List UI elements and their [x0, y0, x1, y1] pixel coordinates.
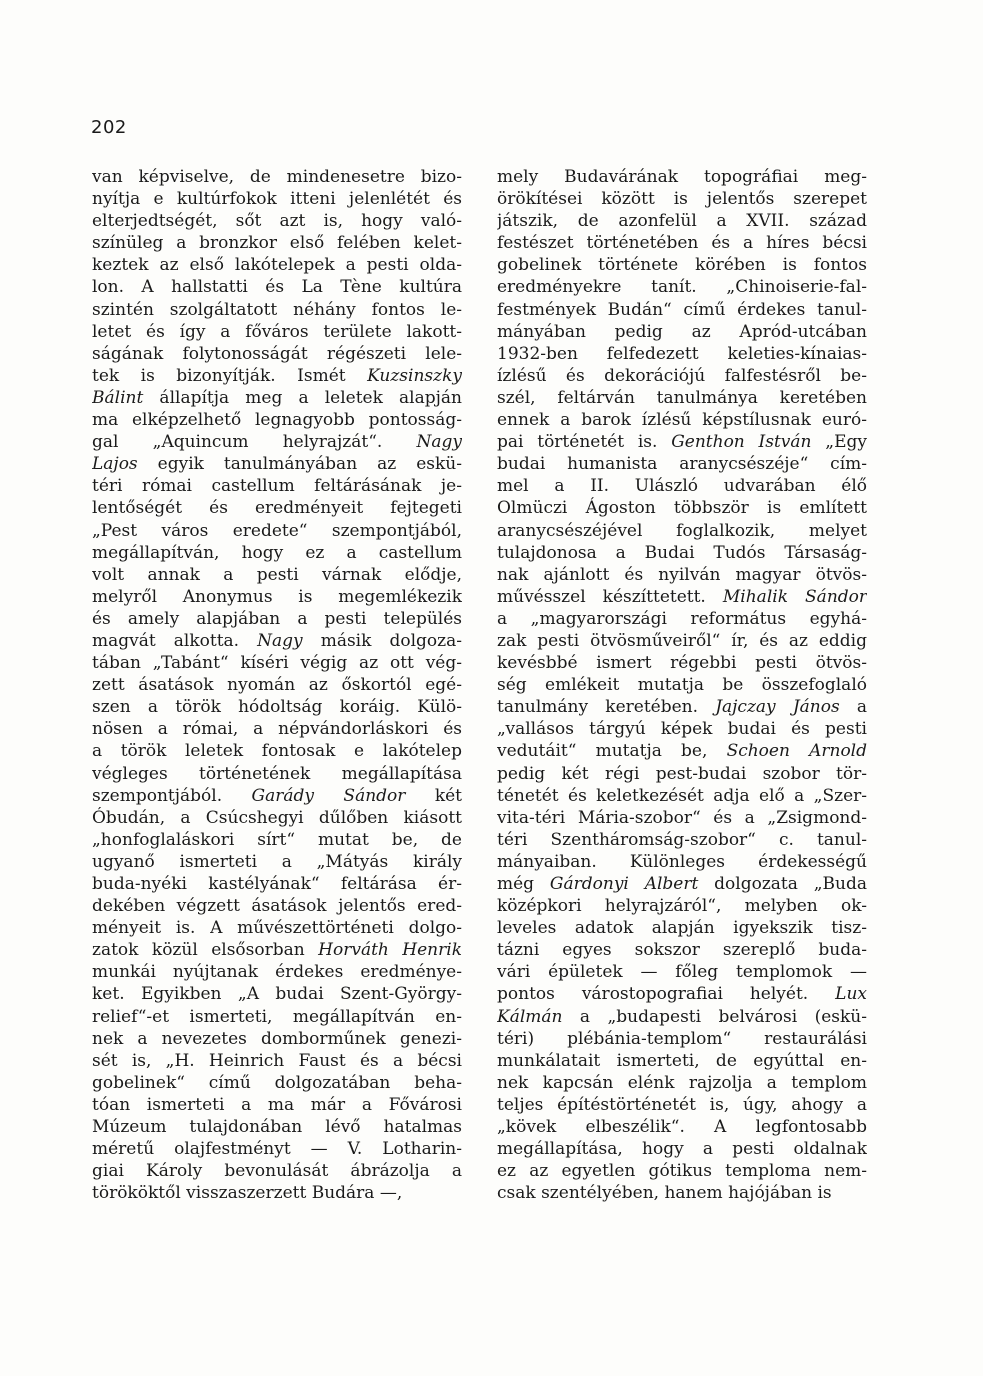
text-line — [92, 1094, 462, 1116]
text-segment: téri római castellum feltárásának je- — [92, 476, 462, 497]
text-line — [497, 188, 867, 210]
text-segment: csak szentélyében, hanem hajójában is — [497, 1183, 832, 1204]
text-line — [92, 807, 462, 829]
text-line — [497, 387, 867, 409]
text-line — [92, 1138, 462, 1160]
text-line — [497, 652, 867, 674]
text-segment: „vallásos tárgyú képek budai és pesti — [497, 719, 867, 740]
text-line — [92, 188, 462, 210]
text-line — [92, 343, 462, 365]
text-line — [497, 983, 867, 1005]
text-segment: „Egy — [811, 432, 867, 453]
italic-name-segment: Jajczay János — [715, 697, 840, 718]
text-segment: pontos várostopografiai helyét. — [497, 984, 836, 1005]
text-segment: törököktől visszaszerzett Budára —, — [92, 1183, 403, 1204]
text-segment: munkái nyújtanak érdekes eredménye- — [92, 962, 462, 983]
italic-name-segment: Nagy — [416, 432, 462, 453]
text-segment: még — [497, 874, 550, 894]
text-line — [497, 276, 867, 298]
text-segment: gobelinek“ című dolgozatában beha- — [92, 1072, 462, 1093]
text-segment: tában „Tabánt“ kíséri végig az ott vég- — [92, 653, 462, 674]
italic-name-segment: Kálmán — [497, 1006, 563, 1027]
text-line — [497, 586, 867, 608]
text-segment: ket. Egyikben „A budai Szent-György- — [92, 984, 462, 1005]
italic-name-segment: Lux — [835, 984, 867, 1005]
text-line — [92, 829, 462, 851]
text-line — [92, 564, 462, 586]
text-segment: ízlésű és dekorációjú falfestésről be- — [497, 365, 867, 386]
text-segment: ség emlékeit mutatja be összefoglaló — [497, 675, 867, 696]
text-line — [92, 542, 462, 564]
text-line — [497, 1160, 867, 1182]
text-segment: melyről Anonymus is megemlékezik — [92, 586, 462, 607]
text-line — [92, 983, 462, 1005]
text-segment: relief“-et ismerteti, megállapítván en- — [92, 1006, 462, 1027]
text-segment: örökítései között is jelentős szerepet — [497, 189, 867, 210]
text-segment: volt annak a pesti várnak elődje, — [92, 564, 462, 585]
italic-name-segment: Schoen Arnold — [726, 741, 867, 762]
text-line — [497, 321, 867, 343]
text-line — [497, 873, 867, 895]
text-segment: méretű olajfestményt — V. Lotharin- — [92, 1139, 462, 1160]
text-segment: téri) plébánia-templom“ restaurálási — [497, 1028, 867, 1049]
text-segment: ményeit is. A művészettörténeti dolgo- — [92, 918, 462, 939]
text-line — [92, 365, 462, 387]
text-segment: állapítja meg a leletek alapján — [143, 387, 462, 408]
text-line — [92, 276, 462, 298]
text-line — [92, 497, 462, 519]
text-segment: végleges történetének megállapítása — [92, 763, 462, 784]
right-column-text — [497, 166, 867, 1204]
text-line — [92, 740, 462, 762]
text-line — [497, 807, 867, 829]
text-segment: vedutáit“ mutatja be, — [497, 741, 727, 762]
text-line — [92, 520, 462, 542]
text-segment: „Pest város eredete“ szempontjából, — [92, 520, 462, 541]
italic-name-segment: Genthon István — [671, 432, 812, 453]
text-line — [92, 1160, 462, 1182]
text-line — [497, 210, 867, 232]
text-segment: nak ajánlott és nyilván magyar ötvös- — [497, 564, 867, 585]
text-line — [92, 210, 462, 232]
text-segment: nek a nevezetes domborműnek genezi- — [92, 1028, 462, 1049]
page-number: 202 — [91, 117, 127, 138]
text-line — [92, 254, 462, 276]
text-line — [92, 166, 462, 188]
text-segment: 1932-ben felfedezett keleties-kínaias- — [497, 343, 867, 364]
text-segment: sét is, „H. Heinrich Faust és a bécsi — [92, 1050, 462, 1071]
text-line — [92, 895, 462, 917]
text-line — [497, 1028, 867, 1050]
text-line — [497, 608, 867, 630]
text-line — [92, 961, 462, 983]
text-line — [92, 718, 462, 740]
text-line — [92, 1028, 462, 1050]
text-segment: pedig két régi pest-budai szobor tör- — [497, 763, 867, 784]
text-segment: dolgozata „Buda — [698, 874, 867, 894]
text-line — [497, 1116, 867, 1138]
text-segment: keztek az első lakótelepek a pesti olda- — [92, 255, 462, 276]
text-segment: zett ásatások nyomán az őskortól egé- — [92, 675, 462, 696]
text-line — [497, 696, 867, 718]
text-segment: festmények Budán“ című érdekes tanul- — [497, 299, 867, 320]
text-segment: a — [839, 697, 867, 718]
text-segment: a „budapesti belvárosi (eskü- — [562, 1006, 867, 1027]
text-segment: letet és így a főváros területe lakott- — [92, 321, 462, 342]
text-line — [497, 895, 867, 917]
text-segment: megállapítása, hogy a pesti oldalnak — [497, 1139, 867, 1160]
italic-name-segment: Kuzsinszky — [367, 365, 462, 386]
text-line — [497, 232, 867, 254]
text-line — [92, 387, 462, 409]
text-segment: a „magyarországi református egyhá- — [497, 608, 867, 629]
text-line — [497, 1138, 867, 1160]
text-line — [497, 453, 867, 475]
text-line — [92, 630, 462, 652]
text-segment: téri Szentháromság-szobor“ c. tanul- — [497, 829, 867, 850]
text-segment: nyítja e kultúrfokok itteni jelenlétét és — [92, 189, 462, 210]
text-line — [92, 299, 462, 321]
text-segment: másik dolgoza- — [302, 630, 462, 651]
text-line — [497, 1182, 867, 1204]
text-segment: tek is bizonyítják. Ismét — [92, 365, 368, 386]
text-segment: játszik, de azonfelül a XVII. század — [497, 211, 867, 232]
text-line — [497, 1050, 867, 1072]
text-line — [497, 365, 867, 387]
text-line — [92, 763, 462, 785]
text-segment: mel a II. Ulászló udvarában élő — [497, 476, 867, 497]
text-segment: megállapítván, hogy ez a castellum — [92, 542, 462, 563]
text-segment: pai történetét is. — [497, 432, 672, 453]
text-line — [92, 409, 462, 431]
text-line — [92, 674, 462, 696]
text-line — [497, 630, 867, 652]
text-line — [92, 232, 462, 254]
text-line — [92, 851, 462, 873]
text-line — [92, 873, 462, 895]
text-line — [497, 1072, 867, 1094]
text-segment: nek kapcsán elénk rajzolja a templom — [497, 1072, 867, 1093]
text-segment: magvát alkotta. — [92, 630, 258, 651]
text-line — [92, 1050, 462, 1072]
text-segment: buda-nyéki kastélyának“ feltárása ér- — [92, 874, 462, 894]
text-segment: szen a török hódoltság koráig. Külö- — [92, 697, 462, 718]
text-segment: és amely alapjában a pesti település — [92, 608, 462, 629]
text-segment: gal „Aquincum helyrajzát“. — [92, 432, 417, 453]
text-line — [92, 1182, 462, 1204]
text-line — [497, 740, 867, 762]
text-segment: nösen a római, a népvándorláskori és — [92, 719, 462, 740]
text-segment: mányaiban. Különleges érdekességű — [497, 851, 867, 872]
text-segment: vita-téri Mária-szobor“ és a „Zsigmond- — [497, 807, 867, 828]
text-segment: szél, feltárván tanulmánya keretében — [497, 387, 867, 408]
text-line — [497, 409, 867, 431]
text-line — [497, 166, 867, 188]
text-line — [497, 917, 867, 939]
text-line — [497, 851, 867, 873]
text-segment: ténetét és keletkezését adja elő a „Szer- — [497, 785, 867, 806]
text-line — [497, 961, 867, 983]
text-segment: dekében végzett ásatások jelentős ered- — [92, 896, 462, 917]
text-segment: eredményekre tanít. „Chinoiserie-fal- — [497, 277, 867, 298]
text-segment: ez az egyetlen gótikus temploma nem- — [497, 1161, 867, 1182]
text-segment: a török leletek fontosak e lakótelep — [92, 741, 462, 762]
text-segment: tanulmány keretében. — [497, 697, 716, 718]
text-segment: szempontjából. — [92, 785, 252, 806]
text-segment: mely Budavárának topográfiai meg- — [497, 167, 867, 187]
text-line — [92, 939, 462, 961]
text-segment: ennek a barok ízlésű képstílusnak euró- — [497, 410, 867, 431]
italic-name-segment: Bálint — [92, 387, 144, 408]
text-segment: ma elképzelhető legnagyobb pontosság- — [92, 410, 462, 431]
text-line — [497, 1006, 867, 1028]
italic-name-segment: Gárdonyi Albert — [549, 874, 699, 894]
text-line — [497, 431, 867, 453]
text-segment: tóan ismerteti a ma már a Fővárosi — [92, 1094, 462, 1115]
text-segment: tulajdonosa a Budai Tudós Társaság- — [497, 542, 867, 563]
italic-name-segment: Mihalik Sándor — [722, 586, 867, 607]
italic-name-segment: Lajos — [92, 454, 138, 475]
text-segment: zak pesti ötvösműveiről“ ír, és az eddig — [497, 630, 867, 651]
text-line — [497, 254, 867, 276]
text-line — [497, 542, 867, 564]
text-line — [92, 1072, 462, 1094]
text-segment: színüleg a bronzkor első felében kelet- — [92, 233, 462, 254]
text-segment: tázni egyes sokszor szereplő buda- — [497, 940, 867, 961]
italic-name-segment: Garády Sándor — [251, 785, 406, 806]
text-segment: Olmüczi Ágoston többször is említett — [497, 498, 867, 519]
text-segment: leveles adatok alapján igyekszik tisz- — [497, 918, 867, 939]
italic-name-segment: Nagy — [257, 630, 303, 651]
text-line — [497, 939, 867, 961]
text-segment: giai Károly bevonulását ábrázolja a — [92, 1161, 462, 1182]
text-line — [92, 475, 462, 497]
italic-name-segment: Horváth Henrik — [318, 940, 462, 961]
text-line — [497, 1094, 867, 1116]
text-line — [92, 431, 462, 453]
text-segment: lentőségét és eredményeit fejtegeti — [92, 498, 462, 519]
text-segment: művésszel készíttetett. — [497, 586, 723, 607]
text-line — [92, 321, 462, 343]
text-line — [92, 608, 462, 630]
text-segment: Óbudán, a Csúcshegyi dűlőben kiásott — [92, 807, 462, 828]
text-segment: budai humanista aranycsészéje“ cím- — [497, 454, 867, 475]
text-line — [497, 763, 867, 785]
text-segment: lon. A hallstatti és La Tène kultúra — [92, 277, 462, 298]
left-column-text — [92, 166, 462, 1204]
text-segment: munkálatait ismerteti, de egyúttal en- — [497, 1050, 867, 1071]
text-line — [92, 1116, 462, 1138]
text-line — [92, 586, 462, 608]
text-segment: mányában pedig az Apród-utcában — [497, 321, 867, 342]
text-line — [92, 652, 462, 674]
text-segment: „kövek elbeszélik“. A legfontosabb — [497, 1117, 867, 1138]
text-segment: kevésbbé ismert régebbi pesti ötvös- — [497, 653, 867, 674]
text-segment: zatok közül elsősorban — [92, 940, 319, 961]
text-line — [497, 785, 867, 807]
text-line — [497, 497, 867, 519]
text-segment: szintén szolgáltatott néhány fontos le- — [92, 299, 462, 320]
text-segment: aranycsészéjével foglalkozik, melyet — [497, 520, 867, 541]
text-line — [497, 674, 867, 696]
text-line — [497, 829, 867, 851]
text-segment: ságának folytonosságát régészeti lele- — [92, 343, 462, 364]
text-line — [92, 1006, 462, 1028]
text-line — [497, 299, 867, 321]
text-line — [92, 785, 462, 807]
text-line — [497, 520, 867, 542]
text-segment: két — [405, 785, 462, 806]
text-segment: ugyanő ismerteti a „Mátyás király — [92, 851, 462, 872]
text-segment: egyik tanulmányában az eskü- — [137, 454, 462, 475]
text-line — [497, 564, 867, 586]
text-line — [92, 696, 462, 718]
text-segment: teljes építéstörténetét is, úgy, ahogy a — [497, 1094, 867, 1115]
text-line — [497, 718, 867, 740]
text-segment: elterjedtségét, sőt azt is, hogy való- — [92, 211, 462, 232]
text-segment: gobelinek története körében is fontos — [497, 255, 867, 276]
text-line — [497, 475, 867, 497]
text-segment: van képviselve, de mindenesetre bizo- — [92, 167, 462, 187]
text-segment: vári épületek — főleg templomok — — [497, 962, 867, 983]
text-line — [92, 917, 462, 939]
text-line — [497, 343, 867, 365]
text-segment: középkori helyrajzáról“, melyben ok- — [497, 896, 867, 917]
text-segment: Múzeum tulajdonában lévő hatalmas — [92, 1117, 462, 1138]
text-segment: „honfoglaláskori sírt“ mutat be, de — [92, 829, 462, 850]
text-segment: festészet történetében és a híres bécsi — [497, 233, 867, 254]
text-line — [92, 453, 462, 475]
